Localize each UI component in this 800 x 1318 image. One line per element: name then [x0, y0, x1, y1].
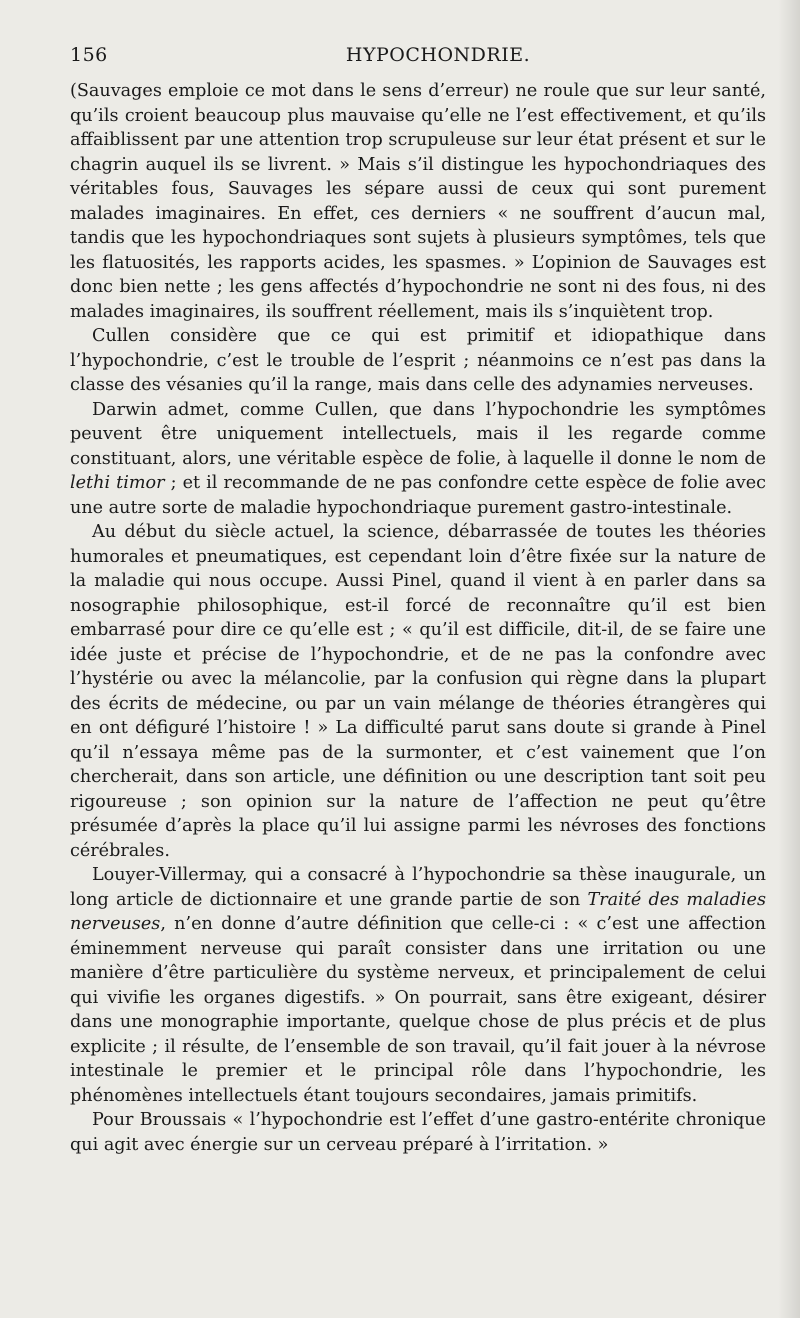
paragraph-text: , n’en donne d’autre définition que celle-ci : « c’est une affection éminemment nerveuse qui paraît consister dans une irritation ou une manière d’être particulière du système nerveux, et principalement de celui qui vivifie les organes digestifs. » On pourrait, sans être exigeant, désirer dans une monographie importante, quelque chose de plus précis et de plus explicite ; il résulte, de l’ensemble de son travail, qu’il fait jouer à la névrose intestinale le premier et le principal rôle dans l’hypochondrie, les phénomènes intellectuels étant toujours secondaires, jamais primitifs.	[70, 914, 766, 1106]
paragraph-text: Pour Broussais « l’hypochondrie est l’effet d’une gastro-entérite chronique qui agit avec énergie sur un cerveau préparé à l’irritation. »	[70, 1110, 766, 1155]
paragraph-1	[70, 79, 766, 324]
paragraph-5	[70, 863, 766, 1108]
italic-term: lethi timor	[70, 473, 165, 493]
paragraph-3	[70, 398, 766, 521]
body-text	[70, 79, 766, 1157]
page-header	[70, 34, 766, 74]
paragraph-text: Au début du siècle actuel, la science, débarrassée de toutes les théories humorales et pneumatiques, est cependant loin d’être fixée sur la nature de la maladie qui nous occupe. Aussi Pinel, quand il vient à en parler dans sa nosographie philosophique, est-il forcé de reconnaître qu’il est bien embarrasé pour dire ce qu’elle est ; « qu’il est difficile, dit-il, de se faire une idée juste et précise de l’hypochondrie, et de ne pas la confondre avec l’hystérie ou avec la mélancolie, par la confusion qui règne dans la plupart des écrits de médecine, ou par un vain mélange de théories étrangères qui en ont défiguré l’histoire ! » La difficulté parut sans doute si grande à Pinel qu’il n’essaya même pas de la surmonter, et c’est vainement que l’on chercherait, dans son article, une définition ou une description tant soit peu rigoureuse ; son opinion sur la nature de l’affection ne peut qu’être présumée d’après la place qu’il lui assigne parmi les névroses des fonctions cérébrales.	[70, 522, 766, 861]
paragraph-text: Darwin admet, comme Cullen, que dans l’hypochondrie les symptômes peuvent être uniquement intellectuels, mais il les regarde comme constituant, alors, une véritable espèce de folie, à laquelle il donne le nom de	[70, 399, 766, 469]
paragraph-4	[70, 520, 766, 863]
paragraph-text: Cullen considère que ce qui est primitif et idiopathique dans l’hypochondrie, c’est le trouble de l’esprit ; néanmoins ce n’est pas dans la classe des vésanies qu’il la range, mais dans celle des adynamies nerveuses.	[70, 326, 766, 395]
paragraph-text: (Sauvages emploie ce mot dans le sens d’erreur) ne roule que sur leur santé, qu’ils croient beaucoup plus mauvaise qu’elle ne l’est effectivement, et qu’ils affaiblissent par une attention trop scrupuleuse sur leur état présent et sur le chagrin auquel ils se livrent. » Mais s’il distingue les hypochondriaques des véritables fous, Sauvages les sépare aussi de ceux qui sont purement malades imaginaires. En effet, ces derniers « ne souffrent d’aucun mal, tandis que les hypochondriaques sont sujets à plusieurs symptômes, tels que les flatuosités, les rapports acides, les spasmes. » L’opinion de Sauvages est donc bien nette ; les gens affectés d’hypochondrie ne sont ni des fous, ni des malades imaginaires, ils souffrent réellement, mais ils s’inquiètent trop.	[70, 81, 766, 322]
paragraph-text: ; et il recommande de ne pas confondre cette espèce de folie avec une autre sorte de maladie hypochondriaque purement gastro-intestinale.	[70, 473, 766, 518]
running-head: HYPOCHONDRIE.	[345, 44, 531, 66]
page-number: 156	[70, 44, 108, 66]
paragraph-2	[70, 324, 766, 398]
paragraph-text: Louyer-Villermay, qui a consacré à l’hypochondrie sa thèse inaugurale, un long article de dictionnaire et une grande partie de son	[70, 865, 766, 910]
paragraph-6	[70, 1108, 766, 1157]
italic-title: Traité des maladies nerveuses	[70, 889, 766, 934]
page-edge-shadow	[778, 0, 800, 1318]
